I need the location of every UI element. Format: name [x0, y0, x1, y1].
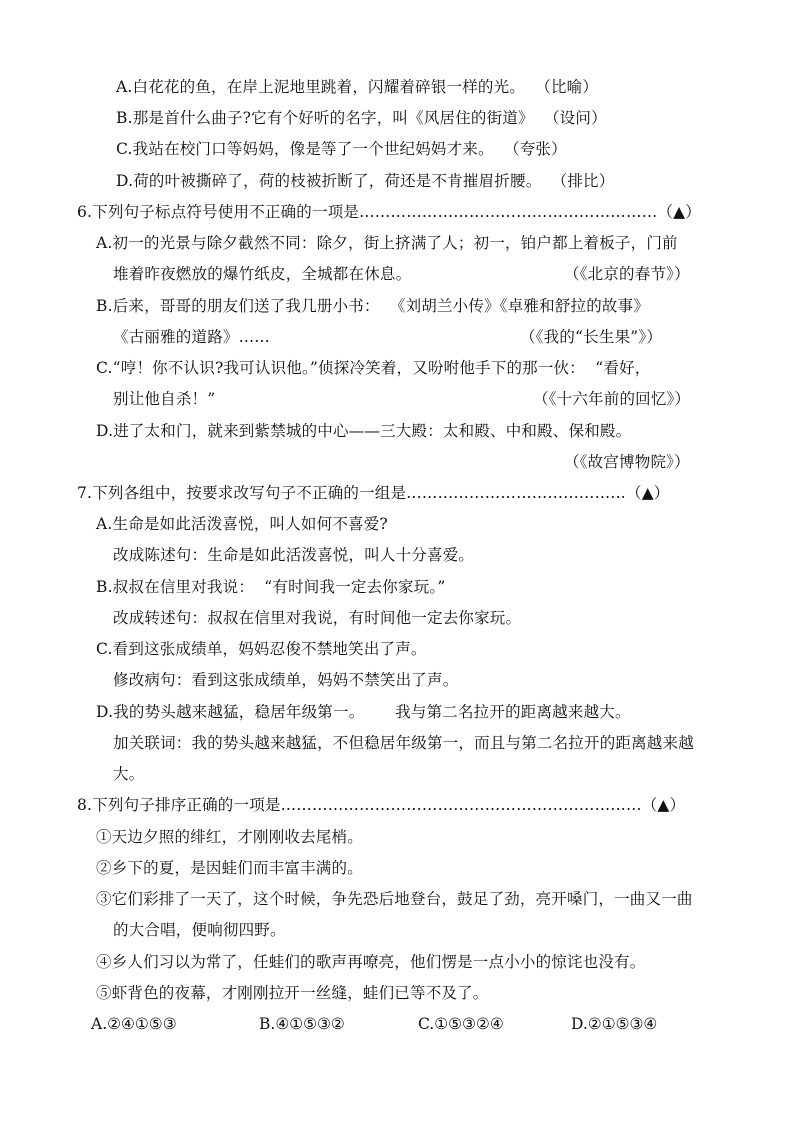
q5-option-d: D.荷的叶被撕碎了，荷的枝被折断了，荷还是不肯摧眉折腰。 （排比）: [116, 172, 615, 190]
q6-option-a-line1: A.初一的光景与除夕截然不同：除夕，街上挤满了人；初一，铂户都上着板子，门前: [96, 234, 678, 252]
q5-option-a: A.白花花的鱼，在岸上泥地里跳着，闪耀着碎银一样的光。 （比喻）: [116, 78, 599, 96]
q8-sentence-1: ①天边夕照的绯红，才刚刚收去尾梢。: [96, 828, 363, 846]
q8-choice-d: D.②①⑤③④: [571, 1015, 658, 1033]
q6-option-a-source: （《北京的春节》）: [564, 265, 690, 283]
q7-option-c-line2: 修改病句：看到这张成绩单，妈妈不禁笑出了声。: [113, 671, 459, 689]
q6-stem: 6.下列句子标点符号使用不正确的一项是…………………………………………………（▲）: [77, 203, 701, 221]
q6-option-c-line1: C.“哼！你不认识?我可认识他。”侦探冷笑着，又吩咐他手下的那一伙： “看好，: [96, 359, 651, 377]
q8-choice-c: C.①⑤③②④: [418, 1015, 504, 1033]
q7-stem: 7.下列各组中，按要求改写句子不正确的一组是……………………………………（▲）: [77, 484, 670, 502]
q7-option-b-line1: B.叔叔在信里对我说： “有时间我一定去你家玩。”: [96, 578, 446, 596]
q6-option-c-line2: 别让他自杀！”: [113, 390, 216, 408]
q6-option-d-line1: D.进了太和门，就来到紫禁城的中心——三大殿：太和殿、中和殿、保和殿。: [96, 422, 632, 440]
q6-option-c-source: （《十六年前的回忆》）: [533, 390, 691, 408]
q6-option-b-source: （《我的“长生果”》）: [520, 328, 663, 346]
q6-option-a-line2: 堆着昨夜燃放的爆竹纸皮，全城都在休息。: [113, 265, 412, 283]
q7-option-d-line2: 加关联词：我的势头越来越猛，不但稳居年级第一，而且与第二名拉开的距离越来越: [113, 734, 694, 752]
q7-option-b-line2: 改成转述句：叔叔在信里对我说，有时间他一定去你家玩。: [113, 609, 522, 627]
q5-option-b: B.那是首什么曲子?它有个好听的名字，叫《风居住的街道》 （设问）: [116, 109, 607, 127]
q7-option-a-line2: 改成陈述句：生命是如此活泼喜悦，叫人十分喜爱。: [113, 546, 475, 564]
q5-option-c: C.我站在校门口等妈妈，像是等了一个世纪妈妈才来。 （夸张）: [116, 140, 567, 158]
q8-choice-b: B.④①⑤③②: [259, 1015, 345, 1033]
q7-option-c-line1: C.看到这张成绩单，妈妈忍俊不禁地笑出了声。: [96, 640, 427, 658]
q8-sentence-5: ⑤虾背色的夜幕，才刚刚拉开一丝缝，蛙们已等不及了。: [96, 984, 489, 1002]
q8-stem: 8.下列句子排序正确的一项是……………………………………………………………（▲）: [77, 796, 686, 814]
q7-option-a-line1: A.生命是如此活泼喜悦，叫人如何不喜爱?: [96, 515, 388, 533]
q8-sentence-4: ④乡人们习以为常了，任蛙们的歌声再嘹亮，他们愣是一点小小的惊诧也没有。: [96, 953, 646, 971]
q7-option-d-line3: 大。: [113, 765, 145, 783]
q8-sentence-3-line2: 的大合唱，便响彻四野。: [113, 921, 286, 939]
q8-sentence-2: ②乡下的夏，是因蛙们而丰富丰满的。: [96, 859, 363, 877]
q6-option-b-line1: B.后来，哥哥的朋友们送了我几册小书： 《刘胡兰小传》《卓雅和舒拉的故事》: [96, 297, 650, 315]
q7-option-d-line1: D.我的势头越来越猛，稳居年级第一。 我与第二名拉开的距离越来越大。: [96, 703, 631, 721]
q6-option-b-line2: 《古丽雅的道路》……: [113, 328, 271, 346]
q6-option-d-source: （《故宫博物院》）: [564, 453, 690, 471]
q8-sentence-3-line1: ③它们彩排了一天了，这个时候，争先恐后地登台，鼓足了劲，亮开嗓门，一曲又一曲: [96, 890, 693, 908]
q8-choice-a: A.②④①⑤③: [91, 1015, 177, 1033]
